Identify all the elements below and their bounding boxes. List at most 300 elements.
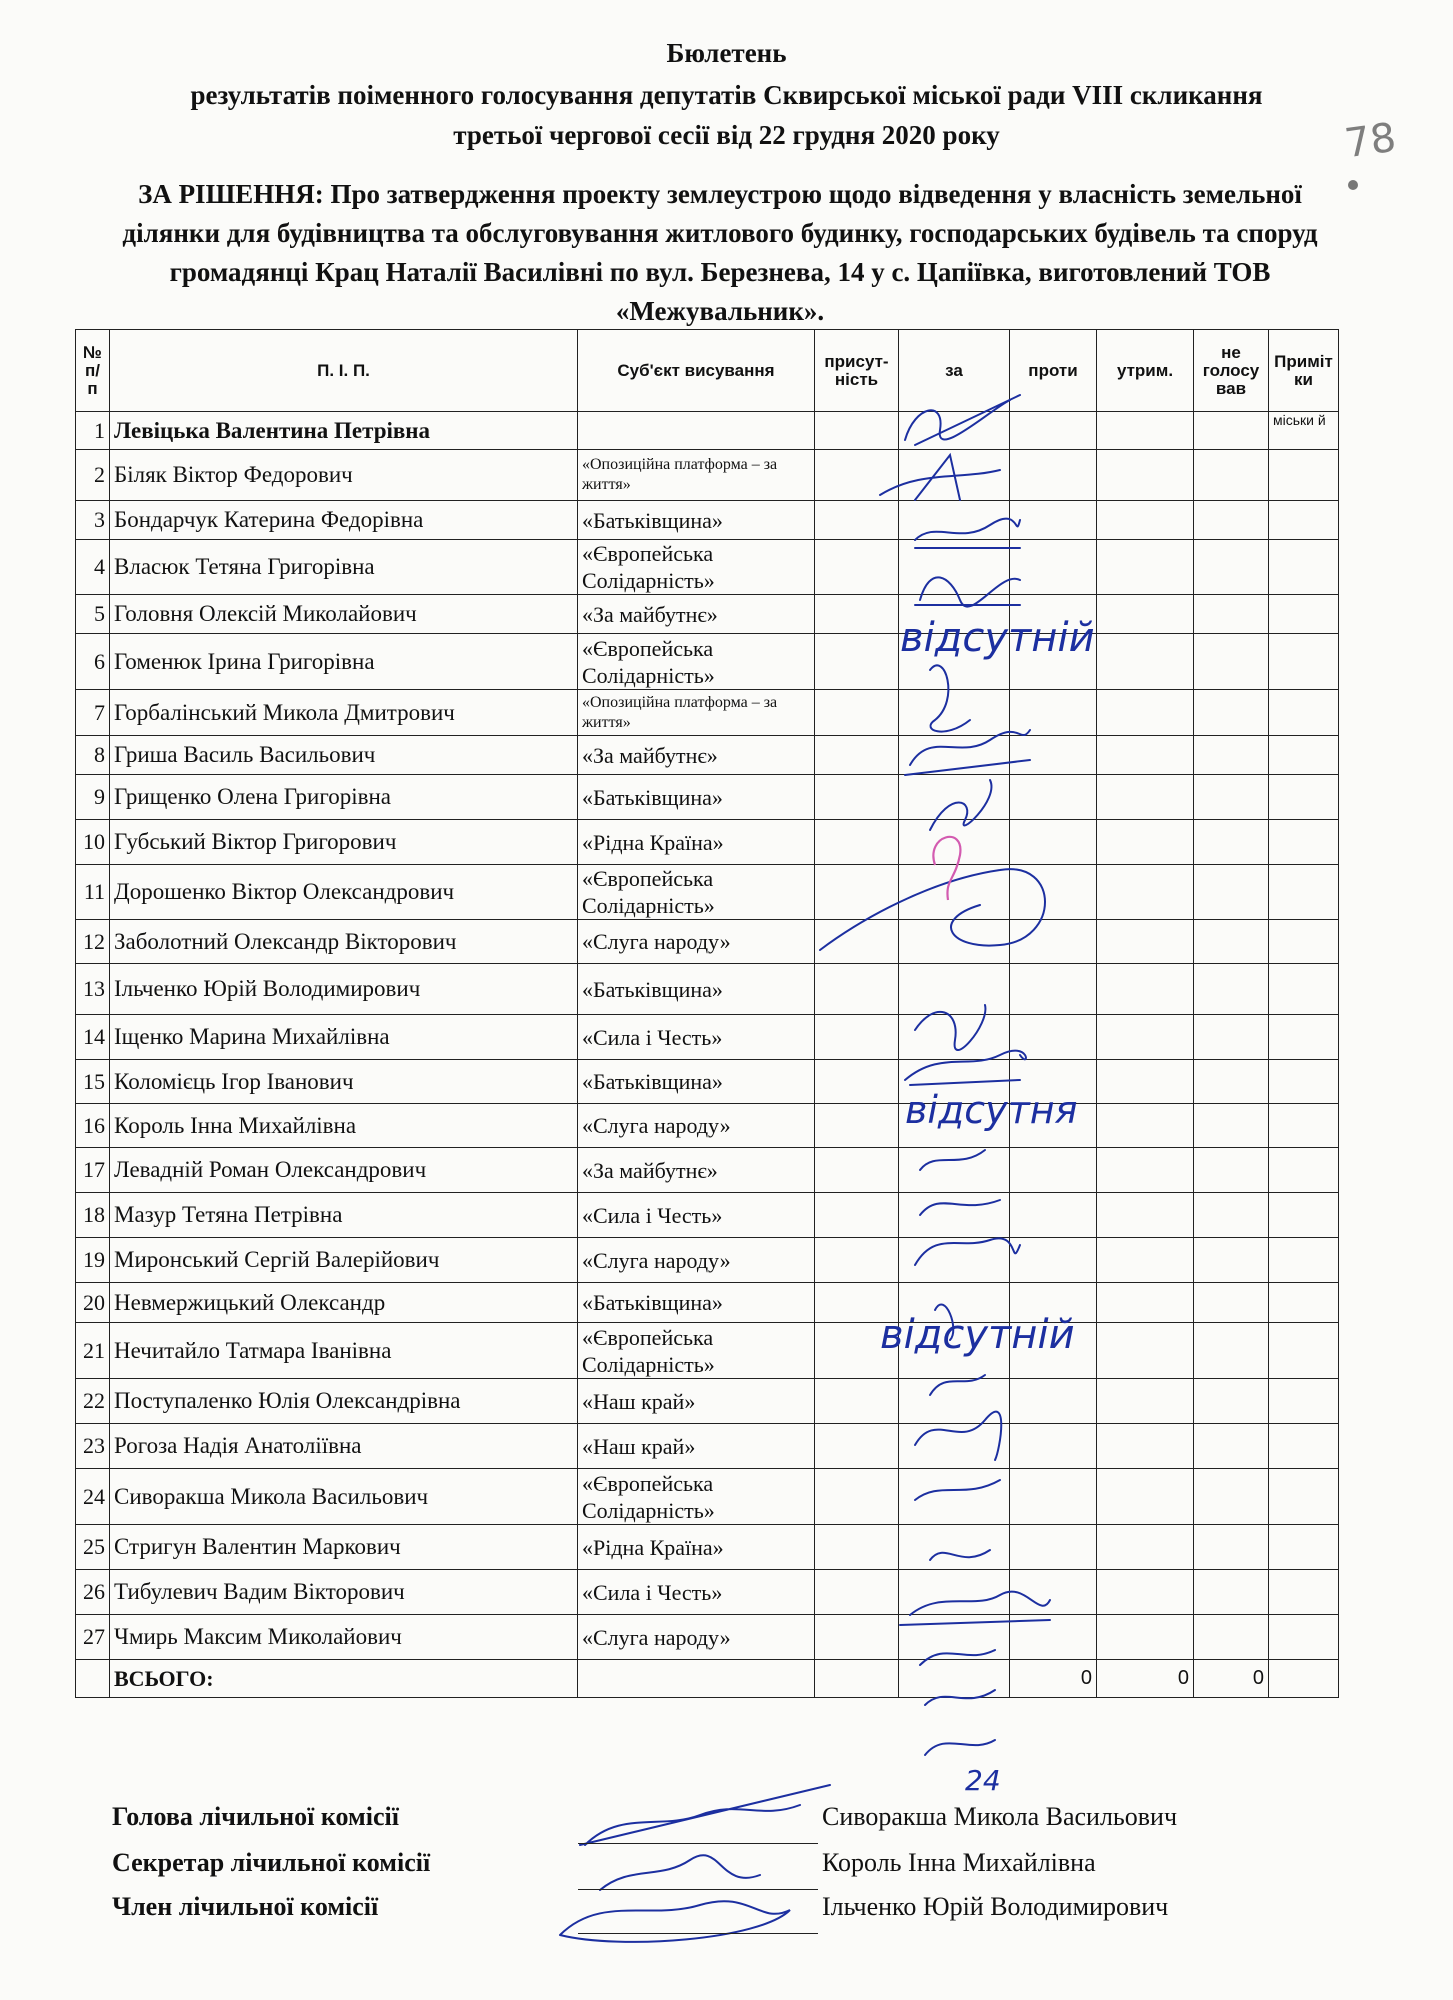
deputy-name: Ільченко Юрій Володимирович: [110, 964, 578, 1015]
note-cell: [1269, 1570, 1339, 1615]
table-row: [76, 1469, 1339, 1525]
not-voted-cell: [1194, 1283, 1269, 1323]
note-cell: [1269, 775, 1339, 820]
present-cell: [815, 1104, 899, 1148]
against-cell: [1010, 1469, 1097, 1525]
commission-head-label: Голова лічильної комісії: [112, 1802, 399, 1831]
for-cell: [899, 736, 1010, 775]
against-cell: [1010, 820, 1097, 865]
against-cell: [1010, 865, 1097, 920]
deputy-name: Дорошенко Віктор Олександрович: [110, 865, 578, 920]
note-cell: [1269, 1615, 1339, 1660]
absent-mark-row14: відсутня: [905, 1088, 1078, 1132]
for-cell: [899, 1148, 1010, 1193]
present-cell: [815, 595, 899, 634]
bulletin-title: Бюлетень: [666, 38, 787, 68]
party: «Слуга народу»: [578, 1104, 815, 1148]
against-cell: [1010, 1379, 1097, 1424]
row-number: 17: [76, 1148, 110, 1193]
not-voted-cell: [1194, 964, 1269, 1015]
col-name: П. І. П.: [110, 330, 578, 412]
row-number: 7: [76, 690, 110, 736]
abstain-cell: [1097, 1148, 1194, 1193]
note-cell: [1269, 1238, 1339, 1283]
deputy-name: Левіцька Валентина Петрівна: [110, 412, 578, 450]
present-cell: [815, 540, 899, 595]
row-number: 11: [76, 865, 110, 920]
table-row: [76, 412, 1339, 450]
party: «Рідна Країна»: [578, 1525, 815, 1570]
not-voted-cell: [1194, 820, 1269, 865]
row-number: 22: [76, 1379, 110, 1424]
deputy-name: Поступаленко Юлія Олександрівна: [110, 1379, 578, 1424]
commission-head-name: Сиворакша Микола Васильович: [822, 1802, 1178, 1831]
present-cell: [815, 634, 899, 690]
abstain-cell: [1097, 964, 1194, 1015]
abstain-cell: [1097, 1469, 1194, 1525]
table-row: [76, 634, 1339, 690]
deputy-name: Губський Віктор Григорович: [110, 820, 578, 865]
party: «Європейська Солідарність»: [578, 1469, 815, 1525]
not-voted-cell: [1194, 736, 1269, 775]
note-cell: [1269, 1323, 1339, 1379]
deputy-name: Невмержицький Олександр: [110, 1283, 578, 1323]
against-cell: [1010, 1148, 1097, 1193]
not-voted-cell: [1194, 1193, 1269, 1238]
signature-line-head: [578, 1843, 818, 1844]
handwritten-page-number: 78: [1342, 114, 1399, 168]
note-cell: [1269, 1060, 1339, 1104]
for-cell: [899, 540, 1010, 595]
not-voted-cell: [1194, 1379, 1269, 1424]
table-row: [76, 1238, 1339, 1283]
abstain-cell: [1097, 540, 1194, 595]
for-cell: [899, 1525, 1010, 1570]
not-voted-cell: [1194, 1615, 1269, 1660]
abstain-cell: [1097, 920, 1194, 964]
absent-mark-row5: відсутній: [900, 615, 1095, 661]
present-cell: [815, 1193, 899, 1238]
note-cell: [1269, 1469, 1339, 1525]
col-note: Приміт ки: [1269, 330, 1339, 412]
not-voted-cell: [1194, 501, 1269, 540]
abstain-cell: [1097, 1615, 1194, 1660]
present-cell: [815, 1015, 899, 1060]
not-voted-cell: [1194, 1323, 1269, 1379]
present-cell: [815, 690, 899, 736]
present-cell: [815, 964, 899, 1015]
table-row: [76, 450, 1339, 501]
absent-mark-row19: відсутній: [880, 1312, 1075, 1358]
row-number: 8: [76, 736, 110, 775]
deputy-name: Власюк Тетяна Григорівна: [110, 540, 578, 595]
note-cell: [1269, 920, 1339, 964]
present-cell: [815, 1148, 899, 1193]
table-row: [76, 964, 1339, 1015]
table-row: [76, 736, 1339, 775]
note-cell: [1269, 820, 1339, 865]
total-party: [578, 1660, 815, 1698]
present-cell: [815, 1525, 899, 1570]
table-row: [76, 1193, 1339, 1238]
total-note: [1269, 1660, 1339, 1698]
signature-line-member: [578, 1933, 818, 1934]
table-row: [76, 1323, 1339, 1379]
col-num: № п/п: [76, 330, 110, 412]
note-cell: [1269, 540, 1339, 595]
deputy-name: Сиворакша Микола Васильович: [110, 1469, 578, 1525]
commission-secretary-name: Король Інна Михайлівна: [822, 1848, 1096, 1877]
deputy-name: Гоменюк Ірина Григорівна: [110, 634, 578, 690]
for-cell: [899, 865, 1010, 920]
against-cell: [1010, 920, 1097, 964]
deputy-name: Чмирь Максим Миколайович: [110, 1615, 578, 1660]
party: [578, 412, 815, 450]
against-cell: [1010, 1615, 1097, 1660]
for-cell: [899, 450, 1010, 501]
commission-head-signature: [580, 1785, 830, 1845]
party: «Наш край»: [578, 1424, 815, 1469]
row-number: 10: [76, 820, 110, 865]
not-voted-cell: [1194, 450, 1269, 501]
note-cell: [1269, 595, 1339, 634]
for-cell: [899, 1015, 1010, 1060]
deputy-name: Головня Олексій Миколайович: [110, 595, 578, 634]
row-number: 3: [76, 501, 110, 540]
table-row: [76, 1424, 1339, 1469]
note-cell: [1269, 1525, 1339, 1570]
note-cell: [1269, 1193, 1339, 1238]
against-cell: [1010, 1570, 1097, 1615]
abstain-cell: [1097, 1570, 1194, 1615]
roll-call-table: [75, 329, 1339, 1698]
not-voted-cell: [1194, 1469, 1269, 1525]
abstain-cell: [1097, 501, 1194, 540]
row-number: 23: [76, 1424, 110, 1469]
not-voted-cell: [1194, 634, 1269, 690]
party: «Європейська Солідарність»: [578, 1323, 815, 1379]
table-row: [76, 501, 1339, 540]
deputy-name: Тибулевич Вадим Вікторович: [110, 1570, 578, 1615]
row-number: 24: [76, 1469, 110, 1525]
total-for-handwritten: 24: [965, 1764, 1001, 1797]
deputy-name: Нечитайло Татмара Іванівна: [110, 1323, 578, 1379]
party: «Європейська Солідарність»: [578, 865, 815, 920]
for-cell: [899, 1424, 1010, 1469]
table-row: [76, 690, 1339, 736]
not-voted-cell: [1194, 1104, 1269, 1148]
total-against: 0: [1010, 1660, 1097, 1698]
for-cell: [899, 1193, 1010, 1238]
table-row: [76, 920, 1339, 964]
present-cell: [815, 865, 899, 920]
against-cell: [1010, 1238, 1097, 1283]
abstain-cell: [1097, 1323, 1194, 1379]
note-cell: [1269, 964, 1339, 1015]
not-voted-cell: [1194, 595, 1269, 634]
present-cell: [815, 412, 899, 450]
party: «Європейська Солідарність»: [578, 634, 815, 690]
present-cell: [815, 736, 899, 775]
against-cell: [1010, 501, 1097, 540]
decision-title: ЗА РІШЕННЯ: Про затвердження проекту землеустрою щодо відведення у власність земельної ділянки для будівництва та обслуговування житлового будинку, господарських будівель та споруд громадянці Крац Наталії Василівні по вул. Березнева, 14 у с. Цапіївка, виготовлений ТОВ «Межувальник».: [122, 179, 1318, 326]
abstain-cell: [1097, 1379, 1194, 1424]
row-number: 21: [76, 1323, 110, 1379]
against-cell: [1010, 736, 1097, 775]
abstain-cell: [1097, 634, 1194, 690]
party: «За майбутнє»: [578, 595, 815, 634]
row-number: 2: [76, 450, 110, 501]
party: «За майбутнє»: [578, 736, 815, 775]
party: «Сила і Честь»: [578, 1015, 815, 1060]
party: «Сила і Честь»: [578, 1570, 815, 1615]
row-number: 20: [76, 1283, 110, 1323]
row-number: 5: [76, 595, 110, 634]
not-voted-cell: [1194, 1570, 1269, 1615]
deputy-name: Заболотний Олександр Вікторович: [110, 920, 578, 964]
table-row: [76, 1148, 1339, 1193]
party: «Батьківщина»: [578, 1060, 815, 1104]
total-row: [76, 1660, 1339, 1698]
bulletin-subtitle: результатів поіменного голосування депутатів Сквирської міської ради VIII скликання: [190, 80, 1263, 110]
table-row: [76, 775, 1339, 820]
party: «Слуга народу»: [578, 1238, 815, 1283]
for-cell: [899, 964, 1010, 1015]
abstain-cell: [1097, 595, 1194, 634]
note-cell: [1269, 1424, 1339, 1469]
note-cell: [1269, 865, 1339, 920]
table-header-row: [76, 330, 1339, 412]
deputy-name: Гриша Василь Васильович: [110, 736, 578, 775]
table-row: [76, 1060, 1339, 1104]
table-row: [76, 1570, 1339, 1615]
abstain-cell: [1097, 1104, 1194, 1148]
row-number: 1: [76, 412, 110, 450]
signature-27: [925, 1740, 995, 1755]
not-voted-cell: [1194, 1238, 1269, 1283]
present-cell: [815, 1424, 899, 1469]
for-cell: [899, 1570, 1010, 1615]
table-row: [76, 865, 1339, 920]
not-voted-cell: [1194, 1148, 1269, 1193]
row-number: 4: [76, 540, 110, 595]
for-cell: [899, 920, 1010, 964]
party: «Батьківщина»: [578, 1283, 815, 1323]
abstain-cell: [1097, 1238, 1194, 1283]
against-cell: [1010, 690, 1097, 736]
table-row: [76, 1283, 1339, 1323]
commission-secretary-signature: [600, 1855, 760, 1890]
not-voted-cell: [1194, 412, 1269, 450]
deputy-name: Стригун Валентин Маркович: [110, 1525, 578, 1570]
total-num: [76, 1660, 110, 1698]
not-voted-cell: [1194, 865, 1269, 920]
present-cell: [815, 775, 899, 820]
row-number: 12: [76, 920, 110, 964]
deputy-name: Грищенко Олена Григорівна: [110, 775, 578, 820]
note-cell: [1269, 1015, 1339, 1060]
note-cell: [1269, 736, 1339, 775]
table-row: [76, 1379, 1339, 1424]
row-number: 15: [76, 1060, 110, 1104]
abstain-cell: [1097, 865, 1194, 920]
deputy-name: Горбалінський Микола Дмитрович: [110, 690, 578, 736]
deputy-name: Бондарчук Катерина Федорівна: [110, 501, 578, 540]
note-cell: [1269, 634, 1339, 690]
present-cell: [815, 1570, 899, 1615]
against-cell: [1010, 1424, 1097, 1469]
not-voted-cell: [1194, 920, 1269, 964]
abstain-cell: [1097, 1060, 1194, 1104]
present-cell: [815, 1469, 899, 1525]
against-cell: [1010, 1525, 1097, 1570]
abstain-cell: [1097, 736, 1194, 775]
for-cell: [899, 412, 1010, 450]
abstain-cell: [1097, 775, 1194, 820]
not-voted-cell: [1194, 1015, 1269, 1060]
note-cell: міськи й: [1269, 412, 1339, 450]
party: «Рідна Країна»: [578, 820, 815, 865]
not-voted-cell: [1194, 1060, 1269, 1104]
for-cell: [899, 775, 1010, 820]
against-cell: [1010, 540, 1097, 595]
for-cell: [899, 1615, 1010, 1660]
deputy-name: Мазур Тетяна Петрівна: [110, 1193, 578, 1238]
note-cell: [1269, 690, 1339, 736]
note-cell: [1269, 1104, 1339, 1148]
against-cell: [1010, 1015, 1097, 1060]
total-present: [815, 1660, 899, 1698]
party: «Європейська Солідарність»: [578, 540, 815, 595]
note-cell: [1269, 450, 1339, 501]
total-for: [899, 1660, 1010, 1698]
not-voted-cell: [1194, 1525, 1269, 1570]
abstain-cell: [1097, 690, 1194, 736]
present-cell: [815, 820, 899, 865]
party: «Батьківщина»: [578, 964, 815, 1015]
note-cell: [1269, 1283, 1339, 1323]
row-number: 18: [76, 1193, 110, 1238]
for-cell: [899, 501, 1010, 540]
against-cell: [1010, 775, 1097, 820]
abstain-cell: [1097, 820, 1194, 865]
ink-dot: [1348, 180, 1358, 190]
against-cell: [1010, 450, 1097, 501]
party: «Батьківщина»: [578, 775, 815, 820]
against-cell: [1010, 964, 1097, 1015]
present-cell: [815, 1379, 899, 1424]
abstain-cell: [1097, 450, 1194, 501]
deputy-name: Рогоза Надія Анатоліївна: [110, 1424, 578, 1469]
for-cell: [899, 690, 1010, 736]
for-cell: [899, 1469, 1010, 1525]
table-row: [76, 1525, 1339, 1570]
total-label: ВСЬОГО:: [110, 1660, 578, 1698]
party: «Наш край»: [578, 1379, 815, 1424]
party: «Слуга народу»: [578, 920, 815, 964]
abstain-cell: [1097, 1525, 1194, 1570]
present-cell: [815, 1060, 899, 1104]
table-row: [76, 1615, 1339, 1660]
deputy-name: Біляк Віктор Федорович: [110, 450, 578, 501]
table-row: [76, 540, 1339, 595]
present-cell: [815, 501, 899, 540]
not-voted-cell: [1194, 690, 1269, 736]
row-number: 19: [76, 1238, 110, 1283]
table-row: [76, 1104, 1339, 1148]
row-number: 13: [76, 964, 110, 1015]
row-number: 6: [76, 634, 110, 690]
for-cell: [899, 1238, 1010, 1283]
session-date: третьої чергової сесії від 22 грудня 2020 року: [453, 120, 1000, 150]
col-against: проти: [1010, 330, 1097, 412]
col-present: присут-ність: [815, 330, 899, 412]
party: «За майбутнє»: [578, 1148, 815, 1193]
against-cell: [1010, 1193, 1097, 1238]
party: «Опозиційна платформа – за життя»: [578, 690, 815, 736]
abstain-cell: [1097, 1193, 1194, 1238]
commission-member-name: Ільченко Юрій Володимирович: [822, 1892, 1169, 1921]
table-row: [76, 1015, 1339, 1060]
deputy-name: Іщенко Марина Михайлівна: [110, 1015, 578, 1060]
party: «Опозиційна платформа – за життя»: [578, 450, 815, 501]
present-cell: [815, 1238, 899, 1283]
deputy-name: Король Інна Михайлівна: [110, 1104, 578, 1148]
deputy-name: Коломієць Ігор Іванович: [110, 1060, 578, 1104]
abstain-cell: [1097, 1424, 1194, 1469]
row-number: 9: [76, 775, 110, 820]
deputy-name: Миронський Сергій Валерійович: [110, 1238, 578, 1283]
commission-member-signature: [560, 1901, 790, 1942]
not-voted-cell: [1194, 1424, 1269, 1469]
total-abstain: 0: [1097, 1660, 1194, 1698]
row-number: 14: [76, 1015, 110, 1060]
present-cell: [815, 920, 899, 964]
total-not-voted: 0: [1194, 1660, 1269, 1698]
for-cell: [899, 1379, 1010, 1424]
not-voted-cell: [1194, 540, 1269, 595]
party: «Батьківщина»: [578, 501, 815, 540]
col-party: Суб'єкт висування: [578, 330, 815, 412]
col-not-voted: не голосу вав: [1194, 330, 1269, 412]
present-cell: [815, 450, 899, 501]
party: «Сила і Честь»: [578, 1193, 815, 1238]
against-cell: [1010, 412, 1097, 450]
for-cell: [899, 820, 1010, 865]
abstain-cell: [1097, 1015, 1194, 1060]
note-cell: [1269, 1148, 1339, 1193]
abstain-cell: [1097, 1283, 1194, 1323]
table-row: [76, 595, 1339, 634]
row-number: 25: [76, 1525, 110, 1570]
note-cell: [1269, 501, 1339, 540]
row-number: 16: [76, 1104, 110, 1148]
row-number: 27: [76, 1615, 110, 1660]
table-row: [76, 820, 1339, 865]
note-cell: [1269, 1379, 1339, 1424]
party: «Слуга народу»: [578, 1615, 815, 1660]
abstain-cell: [1097, 412, 1194, 450]
not-voted-cell: [1194, 775, 1269, 820]
row-number: 26: [76, 1570, 110, 1615]
signature-line-secretary: [578, 1889, 818, 1890]
col-for: за: [899, 330, 1010, 412]
commission-secretary-label: Секретар лічильної комісії: [112, 1848, 431, 1877]
deputy-name: Левадній Роман Олександрович: [110, 1148, 578, 1193]
commission-member-label: Член лічильної комісії: [112, 1892, 379, 1921]
col-abstain: утрим.: [1097, 330, 1194, 412]
present-cell: [815, 1615, 899, 1660]
